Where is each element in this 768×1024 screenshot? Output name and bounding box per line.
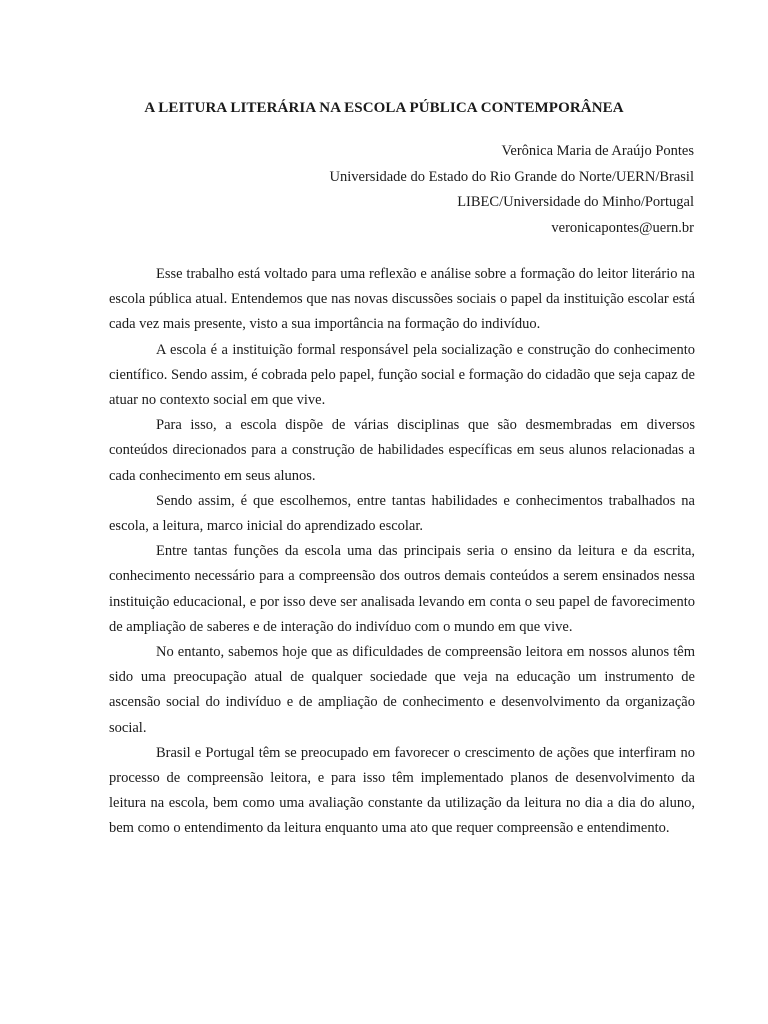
document-title: A LEITURA LITERÁRIA NA ESCOLA PÚBLICA CONTEMPORÂNEA <box>144 100 624 116</box>
author-email: veronicapontes@uern.br <box>551 219 694 236</box>
paragraph: A escola é a instituição formal responsável pela socialização e construção do conhecimento científico. Sendo assim, é cobrada pelo papel, função social e formação do cidadão que seja capaz de atuar no contexto social em que vive. <box>109 341 695 409</box>
body-text <box>109 262 695 842</box>
author-affiliation-1: Universidade do Estado do Rio Grande do Norte/UERN/Brasil <box>329 168 694 185</box>
paragraph: Para isso, a escola dispõe de várias disciplinas que são desmembradas em diversos conteúdos direcionados para a construção de habilidades específicas em seus alunos relacionadas a cada conhecimento em seus alunos. <box>109 417 695 484</box>
paragraph: Sendo assim, é que escolhemos, entre tantas habilidades e conhecimentos trabalhados na escola, a leitura, marco inicial do aprendizado escolar. <box>109 492 695 535</box>
paragraph: Esse trabalho está voltado para uma reflexão e análise sobre a formação do leitor literário na escola pública atual. Entendemos que nas novas discussões sociais o papel da instituição escolar está cada vez mais presente, visto a sua importância na formação do indivíduo. <box>109 266 695 333</box>
author-block <box>330 139 694 241</box>
author-name: Verônica Maria de Araújo Pontes <box>501 143 694 159</box>
paragraph: No entanto, sabemos hoje que as dificuldades de compreensão leitora em nossos alunos têm sido uma preocupação atual de qualquer sociedade que veja na educação um instrumento de ascensão social do indivíduo e de ampliação de conhecimento e desenvolvimento da organização social. <box>109 644 695 736</box>
author-affiliation-2: LIBEC/Universidade do Minho/Portugal <box>457 194 694 210</box>
paragraph: Brasil e Portugal têm se preocupado em favorecer o crescimento de ações que interfiram no processo de compreensão leitora, e para isso têm implementado planos de desenvolvimento da leitura na escola, bem como uma avaliação constante da utilização da leitura no dia a dia do aluno, bem como o entendimento da leitura enquanto uma ato que requer compreensão e entendimento. <box>109 744 695 837</box>
paragraph: Entre tantas funções da escola uma das principais seria o ensino da leitura e da escrita, conhecimento necessário para a compreensão dos outros demais conteúdos a serem ensinados nessa instituição educacional, e por isso deve ser analisada levando em conta o seu papel de favorecimento de ampliação de saberes e de interação do indivíduo com o mundo em que vive. <box>109 543 695 635</box>
